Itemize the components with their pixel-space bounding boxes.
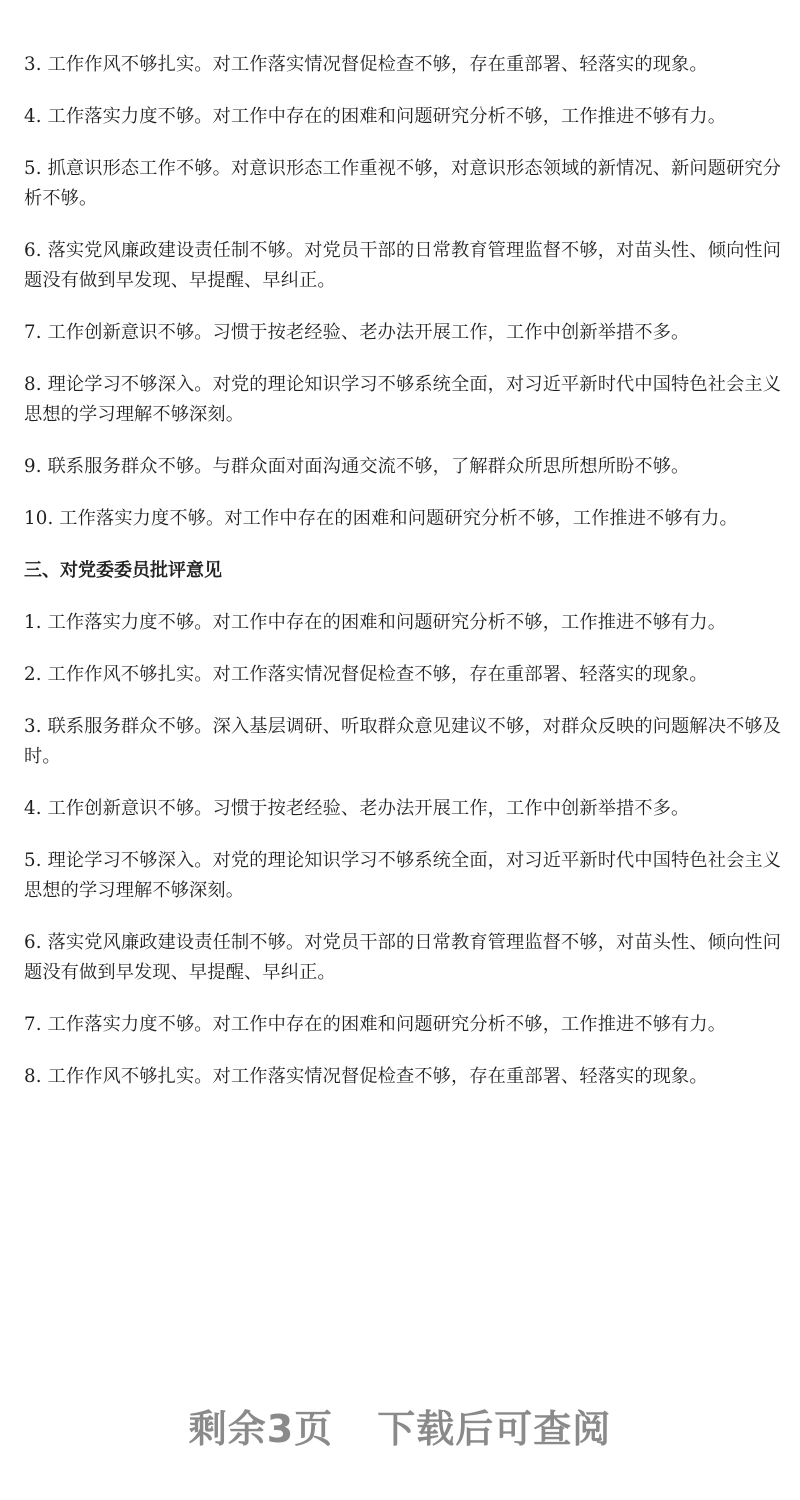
list-item: 7. 工作创新意识不够。习惯于按老经验、老办法开展工作，工作中创新举措不多。 [24,322,690,343]
list-item: 6. 落实党风廉政建设责任制不够。对党员干部的日常教育管理监督不够，对苗头性、倾向性问题没有做到早发现、早提醒、早纠正。 [24,240,782,291]
download-prompt-text[interactable]: 下载后可查阅 [377,1407,612,1451]
list-item: 1. 工作落实力度不够。对工作中存在的困难和问题研究分析不够，工作推进不够有力。 [24,612,727,633]
list-item: 7. 工作落实力度不够。对工作中存在的困难和问题研究分析不够，工作推进不够有力。 [24,1014,727,1035]
list-item: 3. 联系服务群众不够。深入基层调研、听取群众意见建议不够，对群众反映的问题解决不够及时。 [24,716,782,767]
list-item: 2. 工作作风不够扎实。对工作落实情况督促检查不够，存在重部署、轻落实的现象。 [24,664,708,685]
list-item: 8. 理论学习不够深入。对党的理论知识学习不够系统全面，对习近平新时代中国特色社会主义思想的学习理解不够深刻。 [24,374,782,425]
list-item: 5. 抓意识形态工作不够。对意识形态工作重视不够，对意识形态领域的新情况、新问题研究分析不够。 [24,158,782,209]
list-item: 4. 工作落实力度不够。对工作中存在的困难和问题研究分析不够，工作推进不够有力。 [24,106,727,127]
list-item: 8. 工作作风不够扎实。对工作落实情况督促检查不够，存在重部署、轻落实的现象。 [24,1066,708,1087]
download-banner[interactable] [0,1398,800,1453]
list-item: 5. 理论学习不够深入。对党的理论知识学习不够系统全面，对习近平新时代中国特色社会主义思想的学习理解不够深刻。 [24,850,782,901]
section-heading: 三、对党委委员批评意见 [24,560,222,581]
list-item: 4. 工作创新意识不够。习惯于按老经验、老办法开展工作，工作中创新举措不多。 [24,798,690,819]
list-item: 6. 落实党风廉政建设责任制不够。对党员干部的日常教育管理监督不够，对苗头性、倾向性问题没有做到早发现、早提醒、早纠正。 [24,932,782,983]
list-item: 9. 联系服务群众不够。与群众面对面沟通交流不够，了解群众所思所想所盼不够。 [24,456,690,477]
remaining-pages-text: 剩余3页 [188,1407,334,1451]
list-item: 3. 工作作风不够扎实。对工作落实情况督促检查不够，存在重部署、轻落实的现象。 [24,54,708,75]
list-item: 10. 工作落实力度不够。对工作中存在的困难和问题研究分析不够，工作推进不够有力。 [24,508,738,529]
